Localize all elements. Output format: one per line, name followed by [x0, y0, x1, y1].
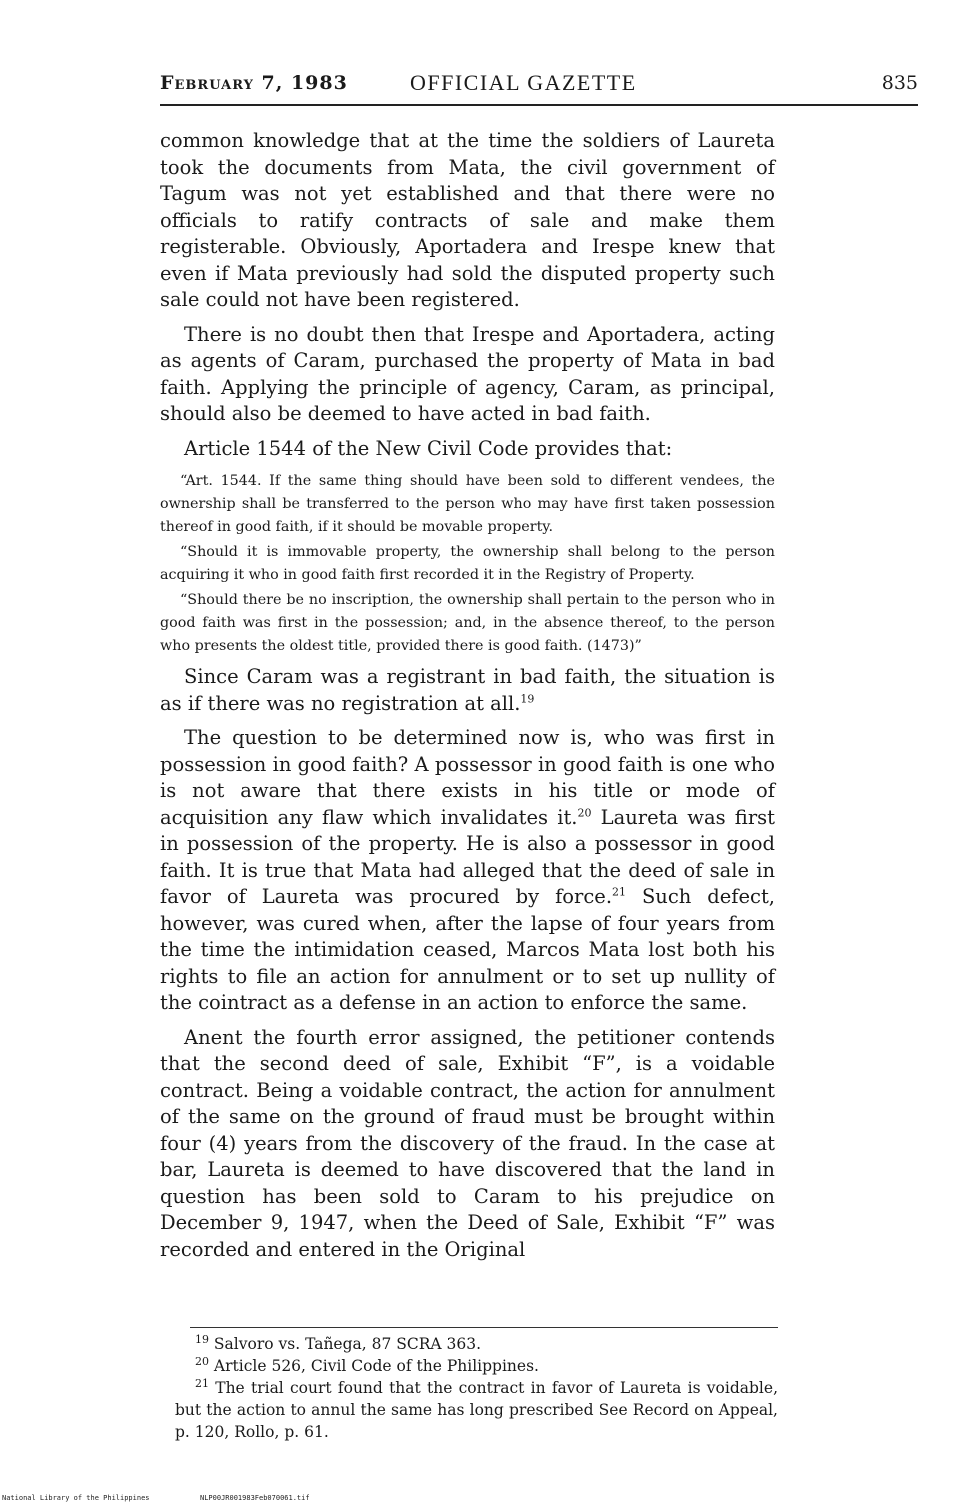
paragraph-4-text: Since Caram was a registrant in bad faith, the situation is as if there was no registration at all.: [160, 665, 775, 715]
footnote-number: 19: [195, 1332, 209, 1346]
library-credit: National Library of the Philippines: [2, 1494, 150, 1502]
footnote-20: [175, 1355, 778, 1377]
footnote-divider: [190, 1327, 778, 1328]
page-number: 835: [881, 72, 918, 94]
paragraph-5-text-c: Such defect, however, was cured when, after the lapse of four years from the time the intimidation ceased, Marcos Mata lost both his rights to file an action for annulment or to set up nullity of the cointract as a defense in an action to enforce the same.: [160, 885, 775, 1014]
footnote-text: Salvoro vs. Tañega, 87 SCRA 363.: [209, 1335, 482, 1353]
paragraph-3: Article 1544 of the New Civil Code provides that:: [184, 436, 673, 460]
paragraph-5: [160, 725, 775, 1017]
paragraph-5-text-b: Laureta was first in possession of the property. He is also a possessor in good faith. It is true that Mata had alleged that the deed of sale in favor of Laureta was procured by force.: [160, 805, 775, 908]
footnote-19: [175, 1333, 778, 1355]
footnotes: [175, 1333, 778, 1443]
main-text: [160, 128, 775, 1271]
paragraph-4: [160, 664, 775, 717]
paragraph-5-text-a: The question to be determined now is, who was first in possession in good faith? A possessor in good faith is one who is not aware that there exists in his title or mode of acquisition any flaw which invalidates it.: [160, 726, 775, 829]
scan-filename: NLP00JR001983Feb070061.tif: [200, 1494, 310, 1502]
footnote-text: Article 526, Civil Code of the Philippines.: [209, 1357, 539, 1375]
footnote-text: The trial court found that the contract in favor of Laureta is voidable, but the action to annul the same has long prescribed See Record on Appeal, p. 120, Rollo, p. 61.: [175, 1379, 778, 1441]
footnote-number: 20: [195, 1354, 209, 1368]
quote-paragraph-1: “Art. 1544. If the same thing should have been sold to different vendees, the ownership shall be transferred to the person who may have first taken possession thereof in good faith, if it should be movable property.: [160, 473, 775, 535]
footnote-number: 21: [195, 1376, 209, 1390]
footnote-ref-19: 19: [520, 692, 535, 705]
page-header: [160, 70, 918, 106]
quote-paragraph-2: “Should it is immovable property, the ownership shall belong to the person acquiring it who in good faith first recorded it in the Registry of Property.: [160, 544, 775, 583]
footnote-ref-21: 21: [612, 885, 627, 899]
quote-paragraph-3: “Should there be no inscription, the ownership shall pertain to the person who in good faith was first in the possession; and, in the absence thereof, to the person who presents the oldest title, provided there is good faith. (1473)”: [160, 592, 775, 654]
footnote-21: [175, 1377, 778, 1443]
paragraph-2: There is no doubt then that Irespe and Aportadera, acting as agents of Caram, purchased the property of Mata in bad faith. Applying the principle of agency, Caram, as principal, should also be deemed to have acted in bad faith.: [160, 322, 775, 425]
paragraph-1: common knowledge that at the time the soldiers of Laureta took the documents from Mata, the civil government of Tagum was not yet established and that there were no officials to ratify contracts of sale and make them registerable. Obviously, Aportadera and Irespe knew that even if Mata previously had sold the disputed property such sale could not have been registered.: [160, 129, 775, 311]
article-quote: [160, 470, 775, 658]
footnote-ref-20: 20: [577, 806, 592, 819]
paragraph-6: Anent the fourth error assigned, the petitioner contends that the second deed of sale, Exhibit “F”, is a voidable contract. Being a voidable contract, the action for annulment of the same on the ground of fraud must be brought within four (4) years from the discovery of the fraud. In the case at bar, Laureta is deemed to have discovered that the land in question has been sold to Caram to his prejudice on December 9, 1947, when the Deed of Sale, Exhibit “F” was recorded and entered in the Original: [160, 1025, 775, 1261]
issue-date: February 7, 1983: [160, 72, 348, 94]
publication-title: OFFICIAL GAZETTE: [410, 70, 637, 95]
